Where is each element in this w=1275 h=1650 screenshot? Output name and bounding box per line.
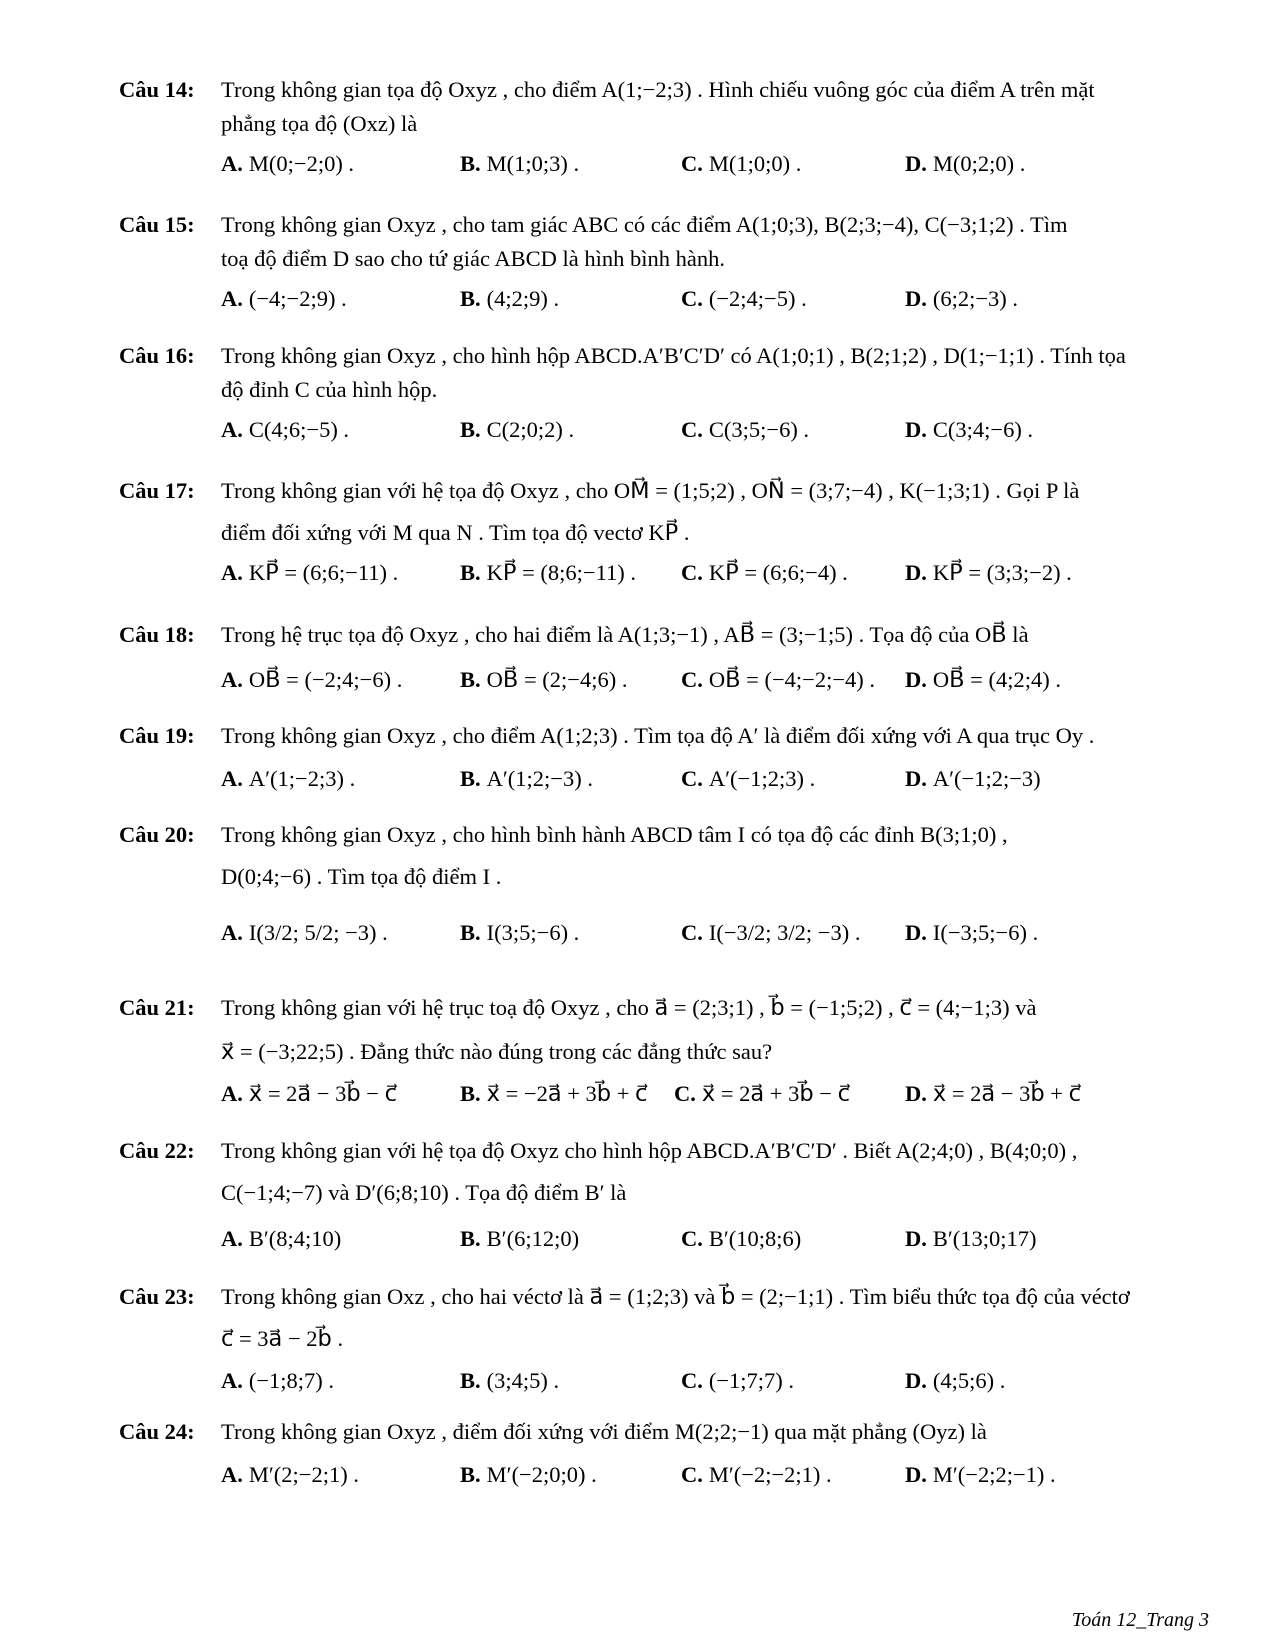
question-18 [119,618,1209,699]
question-text-continued: C(−1;4;−7) và D′(6;8;10) . Tọa độ điểm B′ là [221,1180,627,1205]
answer-options [119,1222,1209,1258]
option-a[interactable]: A. M(0;−2;0) . [221,151,355,176]
question-number: Câu 17: [119,478,195,503]
answer-options [119,556,1209,592]
option-a[interactable]: A. I(3/2; 5/2; −3) . [221,920,388,945]
question-text-continued: x⃗ = (−3;22;5) . Đẳng thức nào đúng trong các đẳng thức sau? [221,1039,773,1064]
question-14 [119,73,1209,183]
option-d[interactable]: D. (4;5;6) . [905,1368,1006,1393]
option-a[interactable]: A. (−1;8;7) . [221,1368,335,1393]
option-b[interactable]: B. M(1;0;3) . [460,151,580,176]
question-number: Câu 23: [119,1284,195,1309]
question-text-continued: độ đỉnh C của hình hộp. [221,377,438,402]
question-text-continued: điểm đối xứng với M qua N . Tìm tọa độ vectơ KP⃗ . [221,520,690,545]
option-d[interactable]: D. M′(−2;2;−1) . [905,1462,1056,1487]
option-d[interactable]: D. M(0;2;0) . [905,151,1026,176]
option-b[interactable]: B. M′(−2;0;0) . [460,1462,597,1487]
answer-options [119,916,1209,952]
option-a[interactable]: A. B′(8;4;10) [221,1226,342,1251]
option-b[interactable]: B. OB⃗ = (2;−4;6) . [460,667,628,692]
option-c[interactable]: C. KP⃗ = (6;6;−4) . [681,560,848,585]
question-text: Trong không gian Oxz , cho hai véctơ là a⃗ = (1;2;3) và b⃗ = (2;−1;1) . Tìm biểu thức tọa độ của véctơ [221,1284,1130,1309]
question-number: Câu 14: [119,77,195,102]
question-number: Câu 22: [119,1138,195,1163]
answer-options [119,1364,1209,1400]
question-text-continued: toạ độ điểm D sao cho tứ giác ABCD là hình bình hành. [221,246,725,271]
question-number: Câu 15: [119,212,195,237]
option-c[interactable]: C. x⃗ = 2a⃗ + 3b⃗ − c⃗ [674,1081,850,1106]
question-text: Trong không gian Oxyz , điểm đối xứng với điểm M(2;2;−1) qua mặt phẳng (Oyz) là [221,1419,987,1444]
option-a[interactable]: A. A′(1;−2;3) . [221,766,356,791]
option-c[interactable]: C. OB⃗ = (−4;−2;−4) . [681,667,876,692]
answer-options [119,413,1209,449]
option-a[interactable]: A. x⃗ = 2a⃗ − 3b⃗ − c⃗ [221,1081,397,1106]
option-b[interactable]: B. x⃗ = −2a⃗ + 3b⃗ + c⃗ [460,1081,648,1106]
question-text: Trong không gian Oxyz , cho hình hộp ABCD.A′B′C′D′ có A(1;0;1) , B(2;1;2) , D(1;−1;1) . Tính tọa [221,343,1126,368]
option-c[interactable]: C. B′(10;8;6) [681,1226,802,1251]
option-d[interactable]: D. KP⃗ = (3;3;−2) . [905,560,1072,585]
option-d[interactable]: D. OB⃗ = (4;2;4) . [905,667,1061,692]
option-d[interactable]: D. B′(13;0;17) [905,1226,1037,1251]
option-b[interactable]: B. B′(6;12;0) [460,1226,580,1251]
answer-options [119,762,1209,798]
question-number: Câu 20: [119,822,195,847]
question-23 [119,1280,1209,1400]
option-c[interactable]: C. A′(−1;2;3) . [681,766,816,791]
question-22 [119,1134,1209,1258]
question-text: Trong không gian Oxyz , cho hình bình hành ABCD tâm I có tọa độ các đỉnh B(3;1;0) , [221,822,1008,847]
option-a[interactable]: A. C(4;6;−5) . [221,417,350,442]
option-c[interactable]: C. I(−3/2; 3/2; −3) . [681,920,861,945]
question-21 [119,991,1209,1113]
option-d[interactable]: D. I(−3;5;−6) . [905,920,1039,945]
question-text: Trong không gian tọa độ Oxyz , cho điểm A(1;−2;3) . Hình chiếu vuông góc của điểm A trên mặt [221,77,1095,102]
answer-options [119,1077,1209,1113]
question-text-continued: D(0;4;−6) . Tìm tọa độ điểm I . [221,864,502,889]
question-number: Câu 19: [119,723,195,748]
option-b[interactable]: B. (4;2;9) . [460,286,560,311]
answer-options [119,282,1209,318]
question-15 [119,208,1209,318]
option-c[interactable]: C. M′(−2;−2;1) . [681,1462,832,1487]
question-20 [119,818,1209,952]
answer-options [119,1458,1209,1494]
answer-options [119,147,1209,183]
option-c[interactable]: C. M(1;0;0) . [681,151,802,176]
option-d[interactable]: D. C(3;4;−6) . [905,417,1034,442]
option-c[interactable]: C. C(3;5;−6) . [681,417,810,442]
question-text-continued: c⃗ = 3a⃗ − 2b⃗ . [221,1326,344,1351]
option-a[interactable]: A. OB⃗ = (−2;4;−6) . [221,667,403,692]
question-text: Trong không gian Oxyz , cho tam giác ABC có các điểm A(1;0;3), B(2;3;−4), C(−3;1;2) . Tìm [221,212,1068,237]
option-a[interactable]: A. KP⃗ = (6;6;−11) . [221,560,399,585]
option-b[interactable]: B. (3;4;5) . [460,1368,560,1393]
option-c[interactable]: C. (−1;7;7) . [681,1368,795,1393]
question-text: Trong không gian với hệ tọa độ Oxyz , cho OM⃗ = (1;5;2) , ON⃗ = (3;7;−4) , K(−1;3;1) . Gọi P là [221,478,1080,503]
option-d[interactable]: D. (6;2;−3) . [905,286,1019,311]
option-b[interactable]: B. I(3;5;−6) . [460,920,580,945]
question-number: Câu 18: [119,622,195,647]
question-24 [119,1415,1209,1494]
option-a[interactable]: A. M′(2;−2;1) . [221,1462,359,1487]
answer-options [119,663,1209,699]
option-b[interactable]: B. KP⃗ = (8;6;−11) . [460,560,636,585]
question-text-continued: phẳng tọa độ (Oxz) là [221,111,418,136]
question-text: Trong không gian với hệ trục toạ độ Oxyz , cho a⃗ = (2;3;1) , b⃗ = (−1;5;2) , c⃗ = (4;−1;3) và [221,995,1037,1020]
question-number: Câu 24: [119,1419,195,1444]
question-text: Trong không gian Oxyz , cho điểm A(1;2;3) . Tìm tọa độ A′ là điểm đối xứng với A qua trục Oy . [221,723,1095,748]
question-number: Câu 16: [119,343,195,368]
question-19 [119,719,1209,798]
option-b[interactable]: B. C(2;0;2) . [460,417,575,442]
question-16 [119,339,1209,449]
option-a[interactable]: A. (−4;−2;9) . [221,286,347,311]
option-c[interactable]: C. (−2;4;−5) . [681,286,807,311]
question-number: Câu 21: [119,995,195,1020]
page-footer: Toán 12_Trang 3 [1071,1609,1209,1631]
question-text: Trong hệ trục tọa độ Oxyz , cho hai điểm là A(1;3;−1) , AB⃗ = (3;−1;5) . Tọa độ của OB⃗ là [221,622,1029,647]
option-d[interactable]: D. x⃗ = 2a⃗ − 3b⃗ + c⃗ [905,1081,1081,1106]
question-17 [119,474,1209,592]
option-b[interactable]: B. A′(1;2;−3) . [460,766,593,791]
question-text: Trong không gian với hệ tọa độ Oxyz cho hình hộp ABCD.A′B′C′D′ . Biết A(2;4;0) , B(4;0;0) , [221,1138,1078,1163]
option-d[interactable]: D. A′(−1;2;−3) [905,766,1041,791]
